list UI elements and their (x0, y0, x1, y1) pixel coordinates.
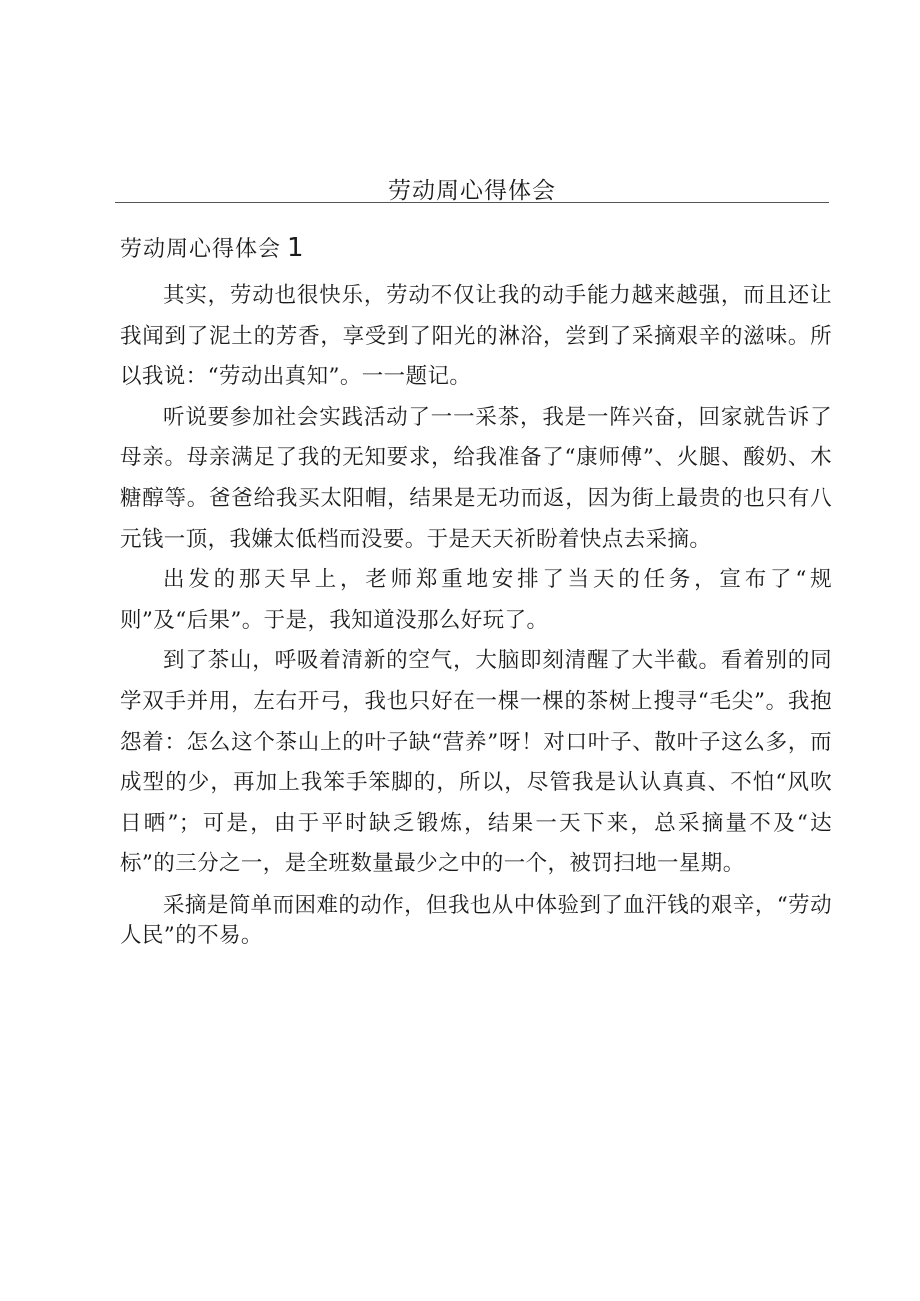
section-heading-text: 劳动周心得体会 (120, 237, 282, 262)
paragraph-4: 到了茶山，呼吸着清新的空气，大脑即刻清醒了大半截。看着别的同学双手并用，左右开弓，我也只好在一棵一棵的茶树上搜寻“毛尖”。我抱怨着：怎么这个茶山上的叶子缺“营养”呀！对口叶子、散叶子这么多，而成型的少，再加上我笨手笨脚的，所以，尽管我是认认真真、不怕“风吹日晒”；可是，由于平时缺乏锻炼，结果一天下来，总采摘量不及“达标”的三分之一，是全班数量最少之中的一个，被罚扫地一星期。 (120, 648, 832, 877)
section-number: 1 (287, 233, 305, 263)
page-title: 劳动周心得体会 (388, 178, 556, 204)
title-divider (115, 202, 829, 203)
paragraph-3: 出发的那天早上，老师郑重地安排了当天的任务，宣布了“规则”及“后果”。于是，我知道没那么好玩了。 (120, 567, 832, 633)
paragraph-2: 听说要参加社会实践活动了一一采茶，我是一阵兴奋，回家就告诉了母亲。母亲满足了我的无知要求，给我准备了“康师傅”、火腿、酸奶、木糖醇等。爸爸给我买太阳帽，结果是无功而返，因为街上最贵的也只有八元钱一顶，我嫌太低档而没要。于是天天祈盼着快点去采摘。 (120, 404, 832, 552)
body-text (120, 276, 832, 951)
paragraph-5: 采摘是简单而困难的动作，但我也从中体验到了血汗钱的艰辛，“劳动人民”的不易。 (120, 892, 832, 948)
section-heading (120, 232, 305, 263)
paragraph-1: 其实，劳动也很快乐，劳动不仅让我的动手能力越来越强，而且还让我闻到了泥土的芳香，享受到了阳光的淋浴，尝到了采摘艰辛的滋味。所以我说：“劳动出真知”。一一题记。 (120, 283, 832, 390)
